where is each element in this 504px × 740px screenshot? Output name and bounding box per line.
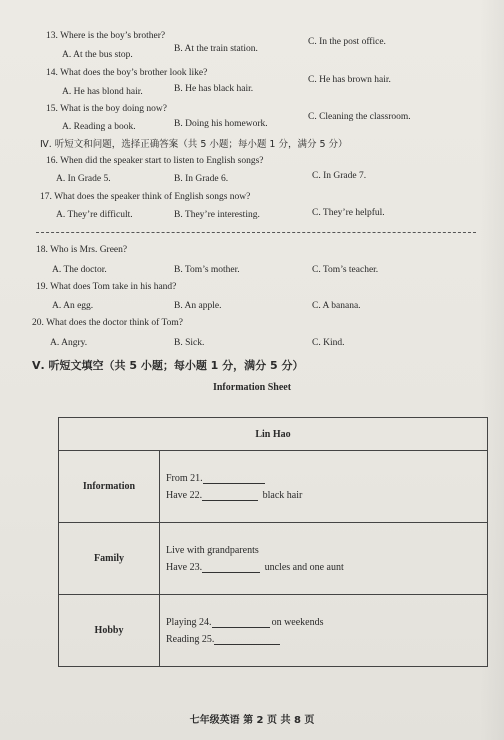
option-16c: C. In Grade 7. <box>312 171 367 181</box>
option-15b: B. Doing his homework. <box>174 119 268 129</box>
fill-line-23 <box>166 562 486 573</box>
option-17b: B. They’re interesting. <box>174 210 260 220</box>
section-5-heading: Ⅴ. 听短文填空（共 5 小题；每小题 1 分，满分 5 分） <box>32 359 304 372</box>
line-label: Have 23. <box>166 561 203 573</box>
fill-line-22 <box>166 490 486 501</box>
question-18: 18. Who is Mrs. Green? <box>36 245 128 255</box>
answer-blank-21[interactable] <box>203 473 265 484</box>
option-14a: A. He has blond hair. <box>62 87 143 97</box>
option-20b: B. Sick. <box>174 338 205 348</box>
option-19c: C. A banana. <box>312 301 361 311</box>
category-hobby: Hobby <box>59 595 160 667</box>
question-15: 15. What is the boy doing now? <box>46 104 167 114</box>
category-family: Family <box>59 523 160 595</box>
line-label: Live with grandparents <box>166 544 259 556</box>
line-label: From 21. <box>166 472 203 484</box>
line-suffix: black hair <box>260 489 303 501</box>
answer-blank-22[interactable] <box>202 490 258 501</box>
information-content <box>160 451 488 523</box>
option-19b: B. An apple. <box>174 301 222 311</box>
option-15a: A. Reading a book. <box>62 122 136 132</box>
question-13: 13. Where is the boy’s brother? <box>46 31 166 41</box>
answer-blank-24[interactable] <box>212 617 270 628</box>
sheet-name: Lin Hao <box>59 418 488 451</box>
page-footer: 七年级英语 第 2 页 共 8 页 <box>189 715 315 726</box>
answer-blank-25[interactable] <box>214 634 280 645</box>
question-14: 14. What does the boy’s brother look like? <box>46 68 208 78</box>
fill-line-21 <box>166 473 486 484</box>
option-20c: C. Kind. <box>312 338 345 348</box>
option-19a: A. An egg. <box>52 301 94 311</box>
option-18c: C. Tom’s teacher. <box>312 265 379 275</box>
family-line-1 <box>166 545 486 556</box>
cut-line <box>36 232 476 233</box>
option-18a: A. The doctor. <box>52 265 107 275</box>
question-20: 20. What does the doctor think of Tom? <box>32 318 183 328</box>
option-17a: A. They’re difficult. <box>56 210 133 220</box>
family-content <box>160 523 488 595</box>
option-14c: C. He has brown hair. <box>308 75 391 85</box>
question-19: 19. What does Tom take in his hand? <box>36 282 177 292</box>
hobby-content <box>160 595 488 667</box>
information-sheet-table <box>58 417 488 667</box>
line-suffix: uncles and one aunt <box>262 561 344 573</box>
option-13c: C. In the post office. <box>308 37 386 47</box>
question-17: 17. What does the speaker think of English songs now? <box>40 192 251 202</box>
option-15c: C. Cleaning the classroom. <box>308 112 411 122</box>
option-13a: A. At the bus stop. <box>62 50 133 60</box>
option-20a: A. Angry. <box>50 338 88 348</box>
line-label: Reading 25. <box>166 633 215 645</box>
option-18b: B. Tom’s mother. <box>174 265 240 275</box>
option-13b: B. At the train station. <box>174 44 258 54</box>
line-label: Playing 24. <box>166 616 212 628</box>
option-16a: A. In Grade 5. <box>56 174 111 184</box>
answer-blank-23[interactable] <box>202 562 260 573</box>
section-4-heading: Ⅳ. 听短文和问题，选择正确答案（共 5 小题；每小题 1 分，满分 5 分） <box>40 139 348 150</box>
option-14b: B. He has black hair. <box>174 84 254 94</box>
question-16: 16. When did the speaker start to listen to English songs? <box>46 156 264 166</box>
option-16b: B. In Grade 6. <box>174 174 229 184</box>
fill-line-25 <box>166 634 486 645</box>
sheet-title: Information Sheet <box>212 382 292 393</box>
option-17c: C. They’re helpful. <box>312 208 385 218</box>
line-label: Have 22. <box>166 489 203 501</box>
category-information: Information <box>59 451 160 523</box>
line-suffix: on weekends <box>271 616 324 628</box>
fill-line-24 <box>166 617 486 628</box>
